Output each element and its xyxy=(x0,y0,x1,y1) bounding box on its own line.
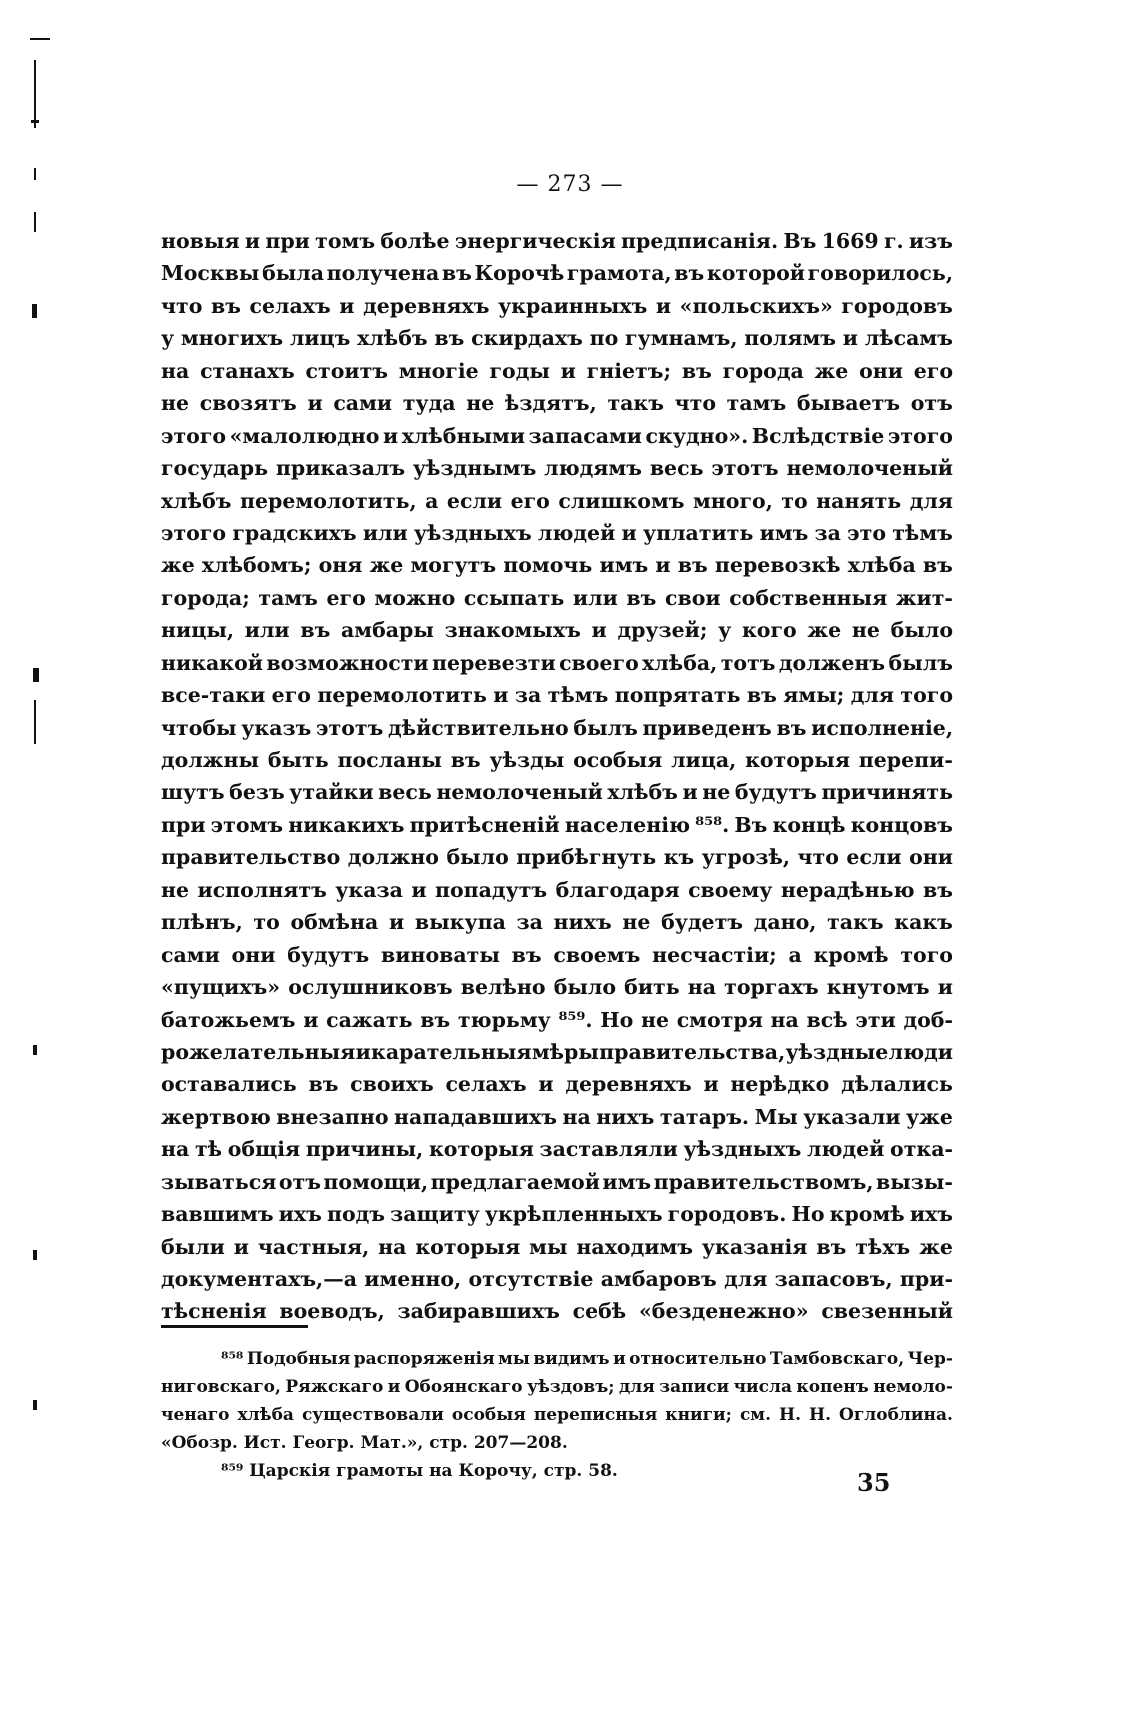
footnote-line: «Обозр. Ист. Геогр. Мат.», стр. 207—208. xyxy=(161,1433,568,1453)
text-line: плѣнъ, то обмѣна и выкупа за нихъ не будетъ дано, такъ какъ xyxy=(161,910,953,935)
text-line: этого градскихъ или уѣздныхъ людей и уплатить имъ за это тѣмъ xyxy=(161,520,953,545)
text-line: на тѣ общія причины, которыя заставляли уѣздныхъ людей отка- xyxy=(161,1137,953,1162)
text-line: что въ селахъ и деревняхъ украинныхъ и «польскихъ» городовъ xyxy=(161,293,953,318)
footnote-line: ченаго хлѣба существовали особыя переписныя книги; см. Н. Н. Оглоблина. xyxy=(161,1405,953,1425)
text-line: рожелательныя и карательныя мѣры правительства, уѣздные люди xyxy=(161,1039,953,1064)
scan-edge-mark xyxy=(34,700,36,744)
text-line: правительство должно было прибѣгнуть къ угрозѣ, что если они xyxy=(161,845,953,870)
text-line: новыя и при томъ болѣе энергическія предписанія. Въ 1669 г. изъ xyxy=(161,229,953,253)
text-line: жертвою внезапно нападавшихъ на нихъ татаръ. Мы указали уже xyxy=(161,1104,953,1129)
text-line: города; тамъ его можно ссыпать или въ свои собственныя жит- xyxy=(161,585,953,610)
text-line: «пущихъ» ослушниковъ велѣно было бить на торгахъ кнутомъ и xyxy=(161,975,953,1000)
text-line: чтобы указъ этотъ дѣйствительно былъ приведенъ въ исполненіе, xyxy=(161,715,953,740)
text-line: не исполнятъ указа и попадутъ благодаря своему нерадѣнью въ xyxy=(161,877,953,902)
text-line: у многихъ лицъ хлѣбъ въ скирдахъ по гумнамъ, полямъ и лѣсамъ xyxy=(161,326,953,351)
text-line: тѣсненія воеводъ, забиравшихъ себѣ «безденежно» свезенный xyxy=(161,1299,953,1324)
text-line: хлѣбъ перемолотить, а если его слишкомъ много, то нанять для xyxy=(161,488,953,513)
scan-edge-mark xyxy=(33,668,39,682)
text-line: государь приказалъ уѣзднымъ людямъ весь этотъ немолоченый xyxy=(161,456,953,481)
text-line: шутъ безъ утайки весь немолоченый хлѣбъ и не будутъ причинять xyxy=(161,780,953,805)
body-text xyxy=(161,225,953,1328)
text-line: не свозятъ и сами туда не ѣздятъ, такъ что тамъ бываетъ отъ xyxy=(161,391,953,416)
text-line: должны быть посланы въ уѣзды особыя лица, которыя перепи- xyxy=(161,748,953,772)
text-line: никакой возможности перевезти своего хлѣба, тотъ долженъ былъ xyxy=(161,650,953,675)
text-line: все-таки его перемолотить и за тѣмъ попрятать въ ямы; для того xyxy=(161,683,953,708)
text-line: зываться отъ помощи, предлагаемой имъ правительствомъ, вызы- xyxy=(161,1169,953,1194)
text-line: сами они будутъ виноваты въ своемъ несчастіи; а кромѣ того xyxy=(161,942,953,967)
scan-edge-mark xyxy=(33,1400,37,1410)
page-number-header: — 273 — xyxy=(516,172,624,197)
footnote-line: ⁸⁵⁸ Подобныя распоряженія мы видимъ и относительно Тамбовскаго, Чер- xyxy=(221,1349,953,1369)
scan-edge-mark xyxy=(34,60,36,128)
footnote-separator xyxy=(161,1325,308,1328)
text-line: батожьемъ и сажать въ тюрьму ⁸⁵⁹. Но не смотря на всѣ эти доб- xyxy=(161,1007,953,1032)
text-line: оставались въ своихъ селахъ и деревняхъ и нерѣдко дѣлались xyxy=(161,1072,953,1097)
text-line: на станахъ стоитъ многіе годы и гніетъ; въ города же они его xyxy=(161,358,953,383)
text-line: этого «малолюдно и хлѣбными запасами скудно». Вслѣдствіе этого xyxy=(161,423,953,448)
text-line: же хлѣбомъ; оня же могутъ помочь имъ и въ перевозкѣ хлѣба въ xyxy=(161,553,953,578)
scan-edge-mark xyxy=(31,120,39,123)
text-line: Москвы была получена въ Корочѣ грамота, въ которой говорилось, xyxy=(161,261,953,286)
text-line: были и частныя, на которыя мы находимъ указанія въ тѣхъ же xyxy=(161,1234,953,1259)
text-line: ницы, или въ амбары знакомыхъ и друзей; у кого же не было xyxy=(161,618,953,643)
scan-edge-mark xyxy=(30,38,50,40)
signature-mark: 35 xyxy=(857,1468,891,1497)
scan-edge-mark xyxy=(33,1045,37,1055)
footnote-line: ⁸⁵⁹ Царскія грамоты на Корочу, стр. 58. xyxy=(221,1461,618,1481)
footnote-line: ниговскаго, Ряжскаго и Обоянскаго уѣздовъ; для записи числа копенъ немоло- xyxy=(161,1377,953,1397)
footnotes xyxy=(161,1345,953,1485)
text-line: вавшимъ ихъ подъ защиту укрѣпленныхъ городовъ. Но кромѣ ихъ xyxy=(161,1202,953,1227)
scan-edge-mark xyxy=(33,1250,37,1260)
scan-edge-mark xyxy=(34,212,36,232)
text-line: при этомъ никакихъ притѣсненій населенію ⁸⁵⁸. Въ концѣ концовъ xyxy=(161,812,953,837)
text-line: документахъ,—а именно, отсутствіе амбаровъ для запасовъ, при- xyxy=(161,1267,953,1291)
scan-edge-mark xyxy=(32,304,37,318)
